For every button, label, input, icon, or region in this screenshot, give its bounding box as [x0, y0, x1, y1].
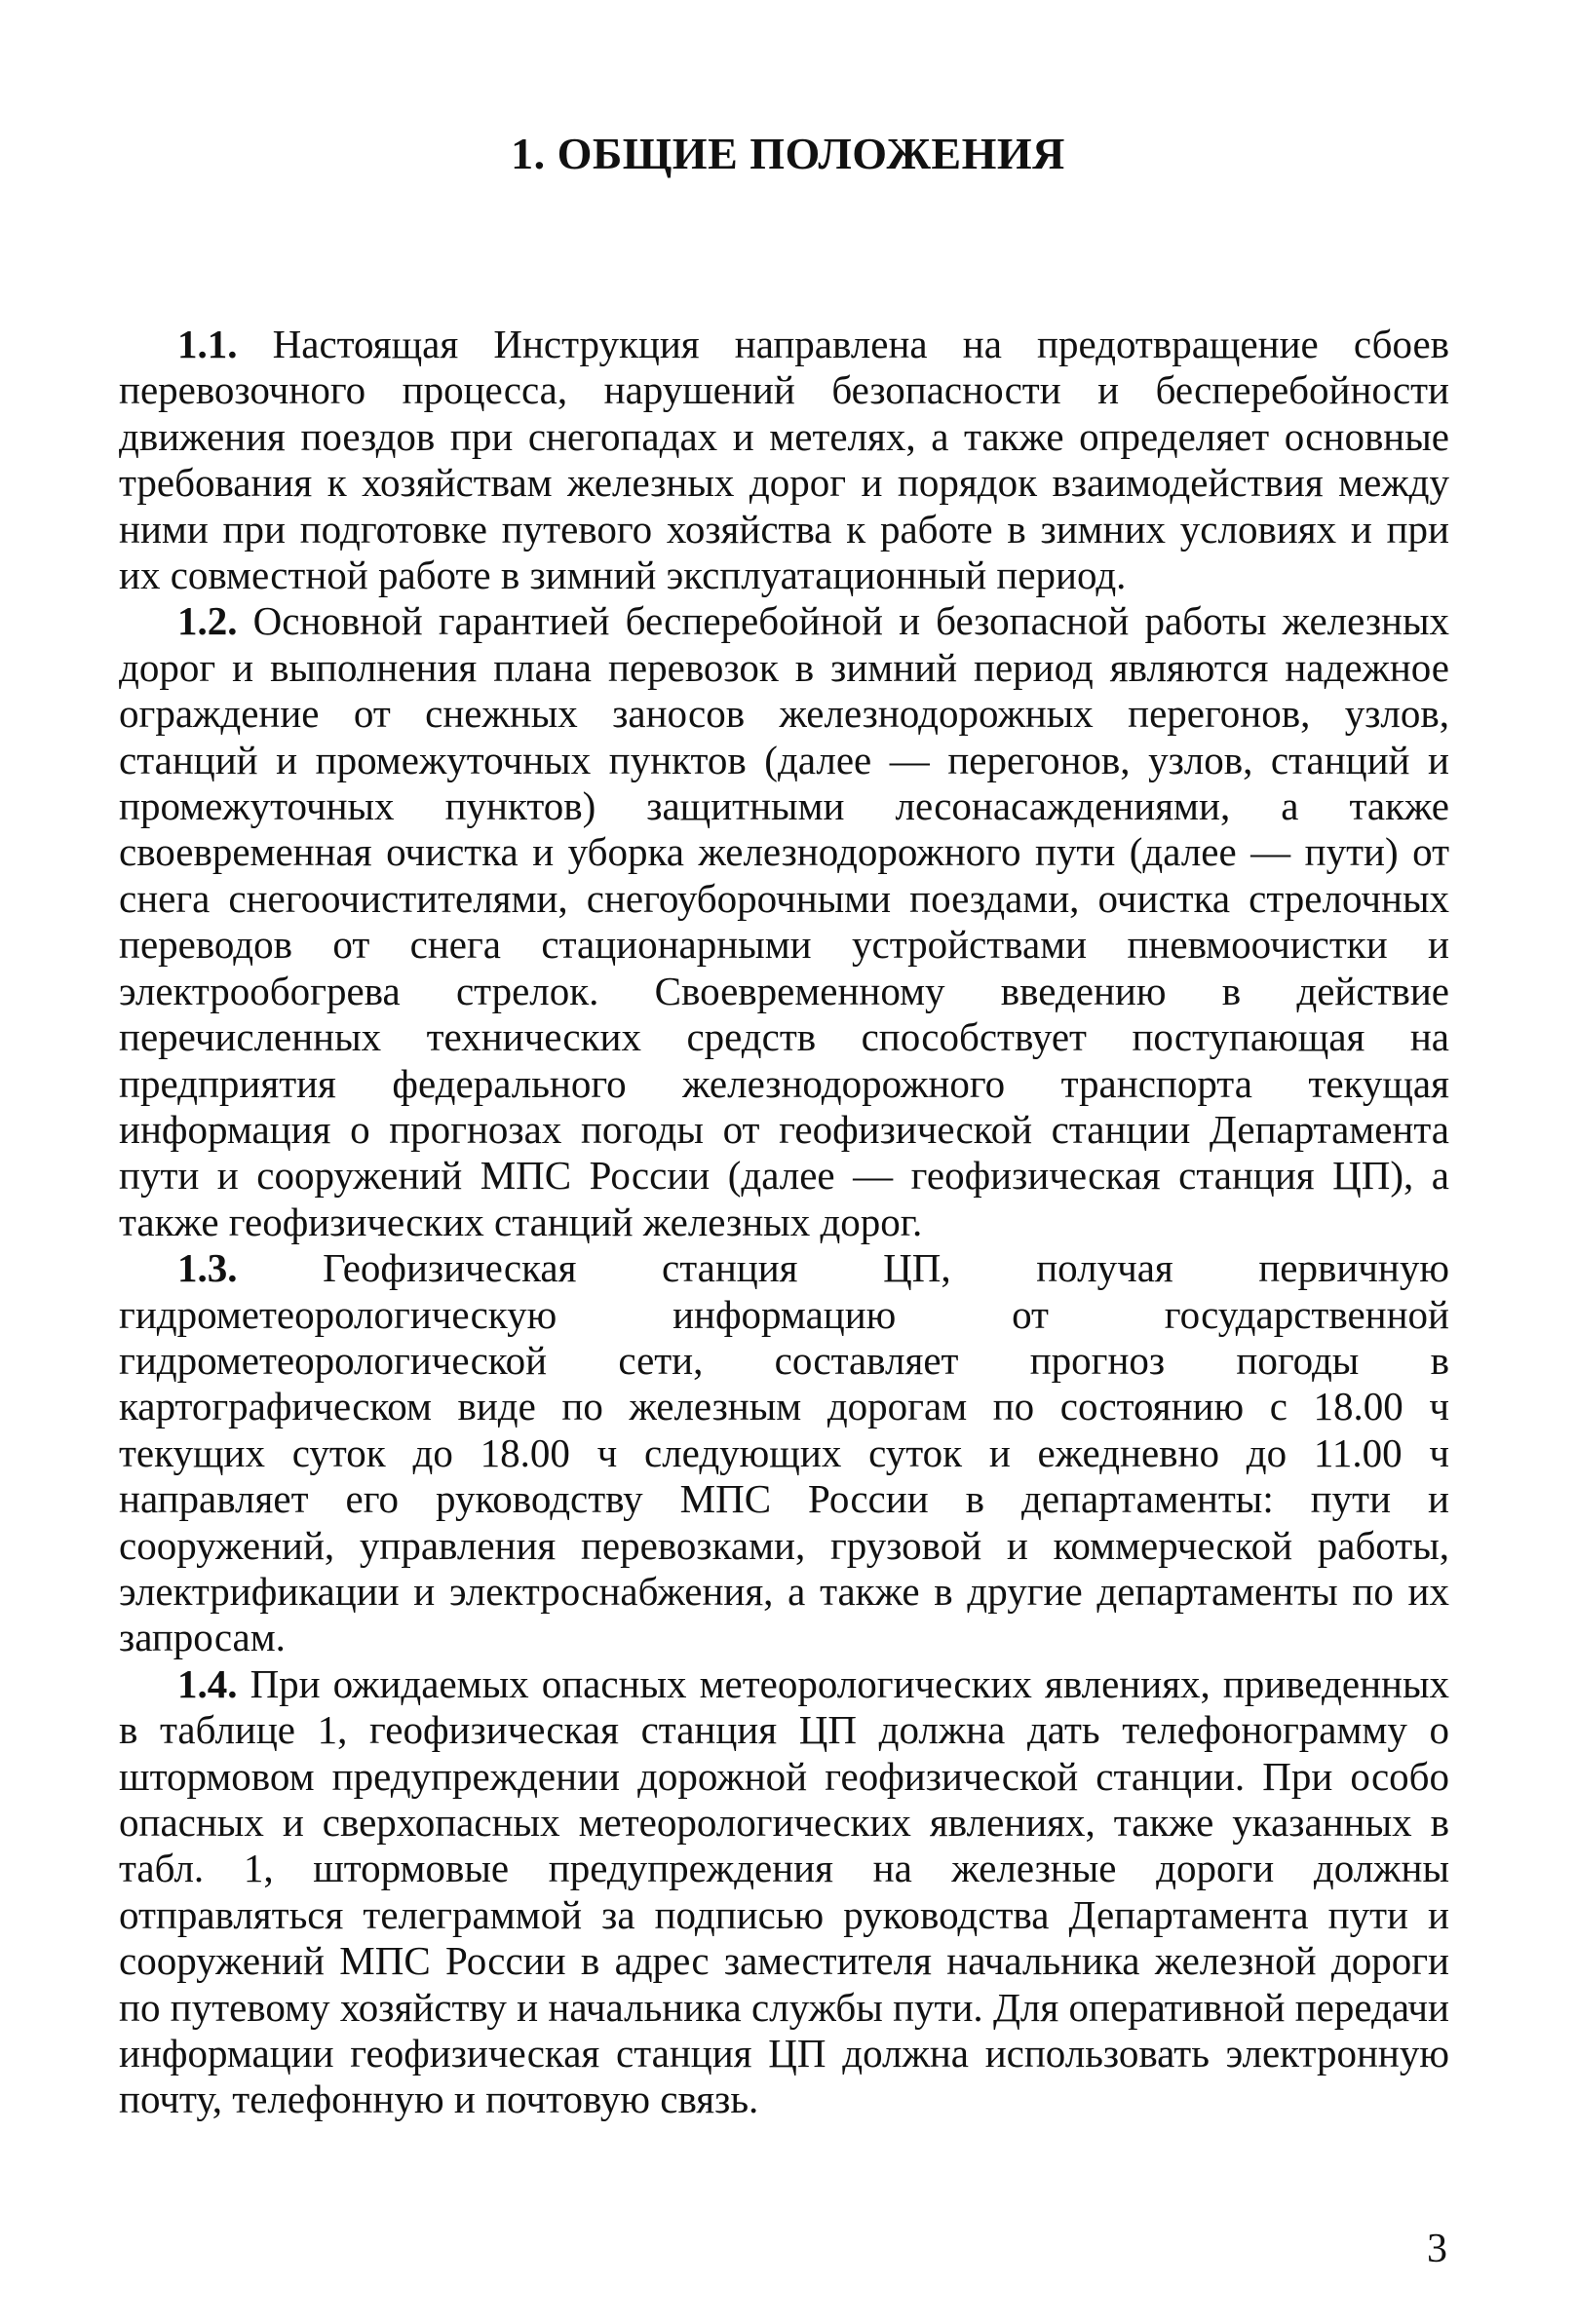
paragraph-text: Основной гарантией бесперебойной и безопасной работы железных дорог и выполнения плана перевозок в зимний период являются надежное ограждение от снежных заносов железнодорожных перегонов, узлов, станций и промежуточных пунктов (далее — перегонов, узлов, станций и промежуточных пунктов) защитными лесонасаждениями, а также своевременная очистка и уборка железнодорожного пути (далее — пути) от снега снегоочистителями, снегоуборочными поездами, очистка стрелочных переводов от снега стационарными устройствами пневмоочистки и электрообогрева стрелок. Своевременному введению в действие перечисленных технических средств способствует поступающая на предприятия федерального железнодорожного транспорта текущая информация о прогнозах погоды от геофизической станции Департамента пути и сооружений МПС России (далее — геофизическая станция ЦП), а также геофизических станций железных дорог.	[119, 598, 1450, 1244]
paragraph-number: 1.2.	[177, 598, 238, 644]
page-number: 3	[1427, 2227, 1447, 2271]
paragraph-text: При ожидаемых опасных метеорологических явлениях, приведенных в таблице 1, геофизическая станция ЦП должна дать телефонограмму о штормовом предупреждении дорожной геофизической станции. При особо опасных и сверхопасных метеорологических явлениях, также указанных в табл. 1, штормовые предупреждения на железные дороги должны отправляться телеграммой за подписью руководства Департамента пути и сооружений МПС России в адрес заместителя начальника железной дороги по путевому хозяйству и начальника службы пути. Для оперативной передачи информации геофизическая станция ЦП должна использовать электронную почту, телефонную и почтовую связь.	[119, 1660, 1449, 2122]
paragraph-1-4	[119, 1661, 1449, 2123]
section-title: 1. ОБЩИЕ ПОЛОЖЕНИЯ	[511, 129, 1065, 178]
paragraph-number: 1.4.	[177, 1660, 238, 1706]
paragraph-number: 1.1.	[177, 322, 238, 366]
body-text	[119, 322, 1449, 2123]
paragraph-1-2	[119, 598, 1449, 1245]
paragraph-text: Геофизическая станция ЦП, получая первичную гидрометеорологическую информацию от государственной гидрометеорологической сети, составляет прогноз погоды в картографическом виде по железным дорогам по состоянию с 18.00 ч текущих суток до 18.00 ч следующих суток и ежедневно до 11.00 ч направляет его руководству МПС России в департаменты: пути и сооружений, управления перевозками, грузовой и коммерческой работы, электрификации и электроснабжения, а также в другие департаменты по их запросам.	[119, 1245, 1449, 1660]
paragraph-1-1	[119, 322, 1449, 598]
paragraph-1-3	[119, 1245, 1449, 1661]
paragraph-number: 1.3.	[177, 1245, 238, 1291]
paragraph-text: Настоящая Инструкция направлена на предотвращение сбоев перевозочного процесса, нарушений безопасности и бесперебойности движения поездов при снегопадах и метелях, а также определяет основные требования к хозяйствам железных дорог и порядок взаимодействия между ними при подготовке путевого хозяйства к работе в зимних условиях и при их совместной работе в зимний эксплуатационный период.	[119, 322, 1450, 598]
